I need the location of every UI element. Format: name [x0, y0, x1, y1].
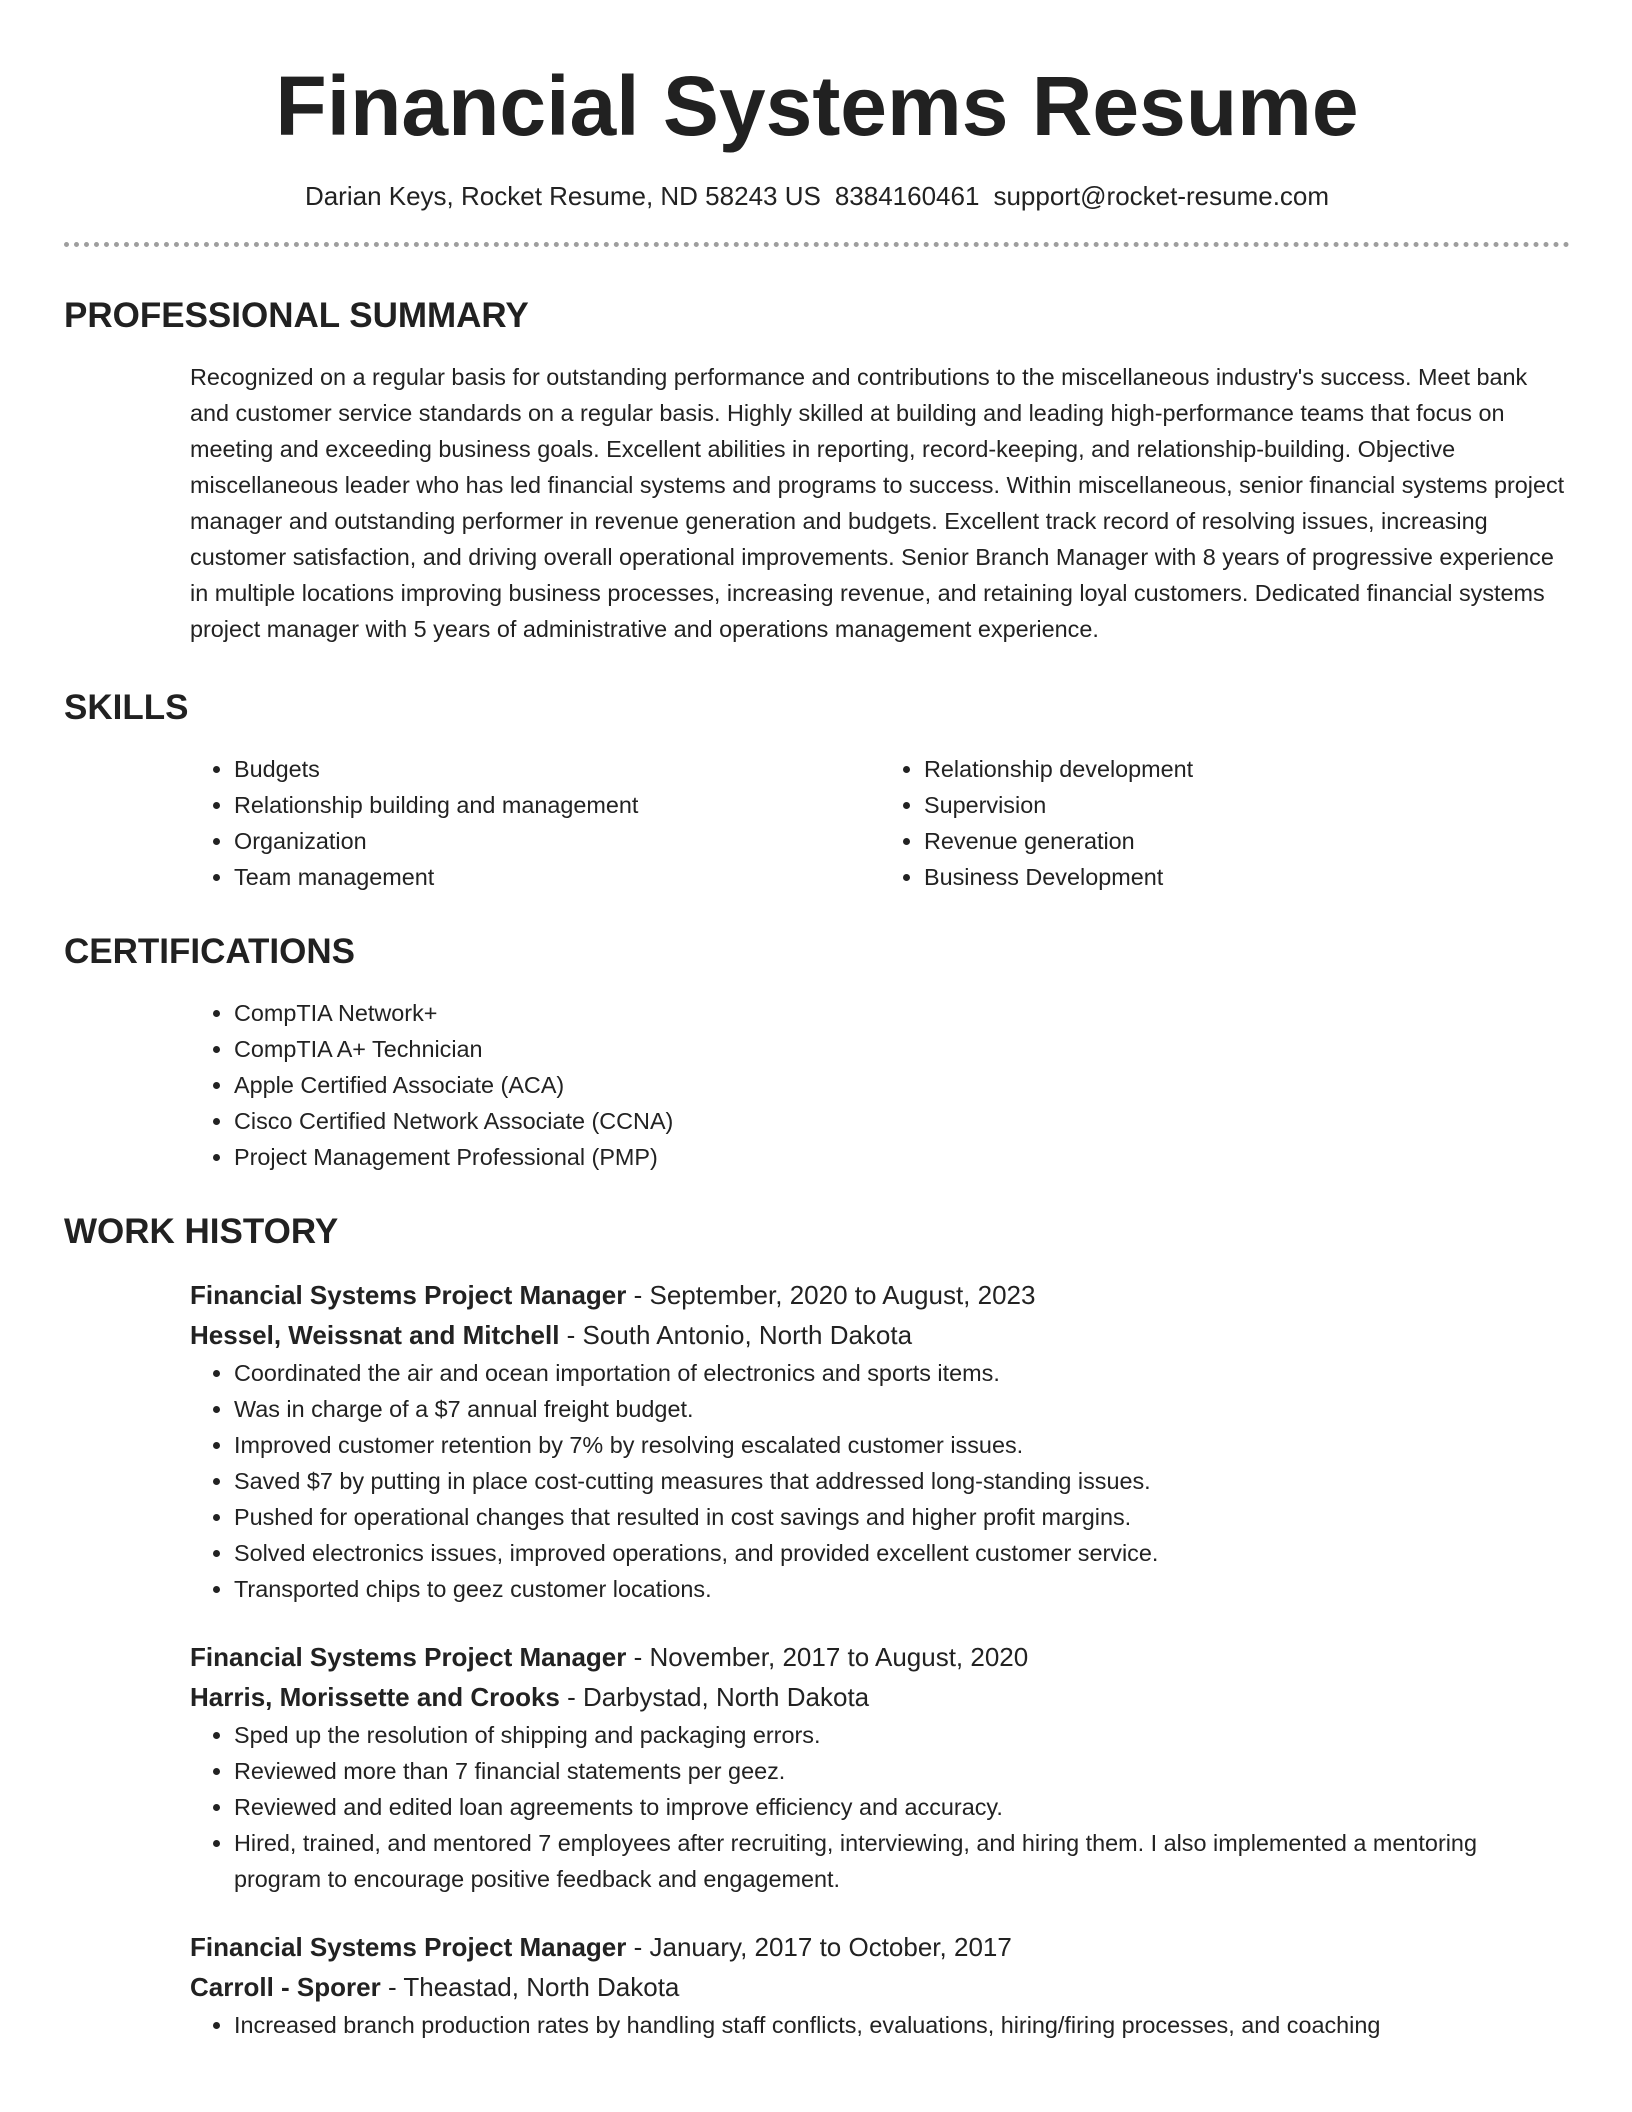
certifications-list [190, 995, 1570, 1175]
job-company-line [190, 1315, 1570, 1355]
summary-text: Recognized on a regular basis for outstanding performance and contributions to the miscellaneous industry's success. Meet bank and customer service standards on a regular basis. Highly skilled at building and leading high-performance teams that focus on meeting and exceeding business goals. Excellent abilities in reporting, record-keeping, and relationship-building. Objective miscellaneous leader who has led financial systems and programs to success. Within miscellaneous, senior financial systems project manager and outstanding performer in revenue generation and budgets. Excellent track record of resolving issues, increasing customer satisfaction, and driving overall operational improvements. Senior Branch Manager with 8 years of progressive experience in multiple locations improving business processes, increasing revenue, and retaining loyal customers. Dedicated financial systems project manager with 5 years of administrative and operations management experience. [190, 364, 1565, 642]
skill-item: • Team management [234, 859, 880, 895]
contact-address: Darian Keys, Rocket Resume, ND 58243 US [304, 181, 821, 211]
certifications-heading: CERTIFICATIONS [64, 932, 356, 971]
certification-item: • Project Management Professional (PMP) [234, 1139, 1570, 1175]
job-bullets [190, 2007, 1570, 2043]
job-role-line [190, 1275, 1570, 1315]
contact-phone: 8384160461 [834, 181, 980, 211]
job-bullets [190, 1717, 1570, 1897]
job-role: Financial Systems Project Manager [190, 1280, 627, 1310]
job-bullet: • Pushed for operational changes that resulted in cost savings and higher profit margins. [234, 1499, 1570, 1535]
job-role-line [190, 1637, 1570, 1677]
skill-item: • Budgets [234, 751, 880, 787]
certification-item: • CompTIA Network+ [234, 995, 1570, 1031]
job-bullet: • Increased branch production rates by handling staff conflicts, evaluations, hiring/firing processes, and coaching [234, 2007, 1570, 2043]
job-entry [190, 1637, 1570, 1897]
job-company: Harris, Morissette and Crooks [190, 1682, 560, 1712]
job-dates: - September, 2020 to August, 2023 [626, 1280, 1036, 1310]
skills-list-left [190, 751, 880, 895]
job-bullet: • Reviewed and edited loan agreements to improve efficiency and accuracy. [234, 1789, 1570, 1825]
job-company-line [190, 1967, 1570, 2007]
job-bullet: • Hired, trained, and mentored 7 employees after recruiting, interviewing, and hiring them. I also implemented a mentoring program to encourage positive feedback and engagement. [234, 1825, 1570, 1897]
contact-line [64, 180, 1570, 212]
work-history-heading: WORK HISTORY [64, 1212, 339, 1251]
job-location: - Theastad, North Dakota [380, 1972, 680, 2002]
job-bullet: • Reviewed more than 7 financial statements per geez. [234, 1753, 1570, 1789]
skill-item: • Business Development [924, 859, 1570, 895]
resume-title: Financial Systems Resume [275, 59, 1359, 153]
job-entry [190, 1927, 1570, 2043]
job-entry [190, 1275, 1570, 1607]
skills-list-right [880, 751, 1570, 895]
skills-grid [190, 751, 1570, 895]
skill-item: • Supervision [924, 787, 1570, 823]
job-role: Financial Systems Project Manager [190, 1642, 627, 1672]
certification-item: • Apple Certified Associate (ACA) [234, 1067, 1570, 1103]
job-dates: - January, 2017 to October, 2017 [626, 1932, 1012, 1962]
contact-email[interactable]: support@rocket-resume.com [993, 181, 1330, 211]
header-divider [64, 242, 1570, 247]
job-bullet: • Transported chips to geez customer locations. [234, 1571, 1570, 1607]
skill-item: • Revenue generation [924, 823, 1570, 859]
job-bullet: • Saved $7 by putting in place cost-cutting measures that addressed long-standing issues. [234, 1463, 1570, 1499]
job-company: Hessel, Weissnat and Mitchell [190, 1320, 560, 1350]
resume-page [64, 0, 1570, 2043]
skills-heading: SKILLS [64, 688, 189, 727]
job-company: Carroll - Sporer [190, 1972, 381, 2002]
job-bullet: • Sped up the resolution of shipping and packaging errors. [234, 1717, 1570, 1753]
skill-item: • Organization [234, 823, 880, 859]
job-bullet: • Improved customer retention by 7% by resolving escalated customer issues. [234, 1427, 1570, 1463]
job-bullet: • Solved electronics issues, improved operations, and provided excellent customer service. [234, 1535, 1570, 1571]
skill-item: • Relationship building and management [234, 787, 880, 823]
job-bullets [190, 1355, 1570, 1607]
job-bullet: • Was in charge of a $7 annual freight budget. [234, 1391, 1570, 1427]
job-role: Financial Systems Project Manager [190, 1932, 627, 1962]
work-history [190, 1275, 1570, 2043]
certification-item: • CompTIA A+ Technician [234, 1031, 1570, 1067]
job-company-line [190, 1677, 1570, 1717]
job-role-line [190, 1927, 1570, 1967]
job-location: - Darbystad, North Dakota [559, 1682, 870, 1712]
job-dates: - November, 2017 to August, 2020 [626, 1642, 1029, 1672]
skill-item: • Relationship development [924, 751, 1570, 787]
job-location: - South Antonio, North Dakota [559, 1320, 913, 1350]
job-bullet: • Coordinated the air and ocean importation of electronics and sports items. [234, 1355, 1570, 1391]
summary-heading: PROFESSIONAL SUMMARY [64, 296, 529, 335]
certification-item: • Cisco Certified Network Associate (CCNA) [234, 1103, 1570, 1139]
